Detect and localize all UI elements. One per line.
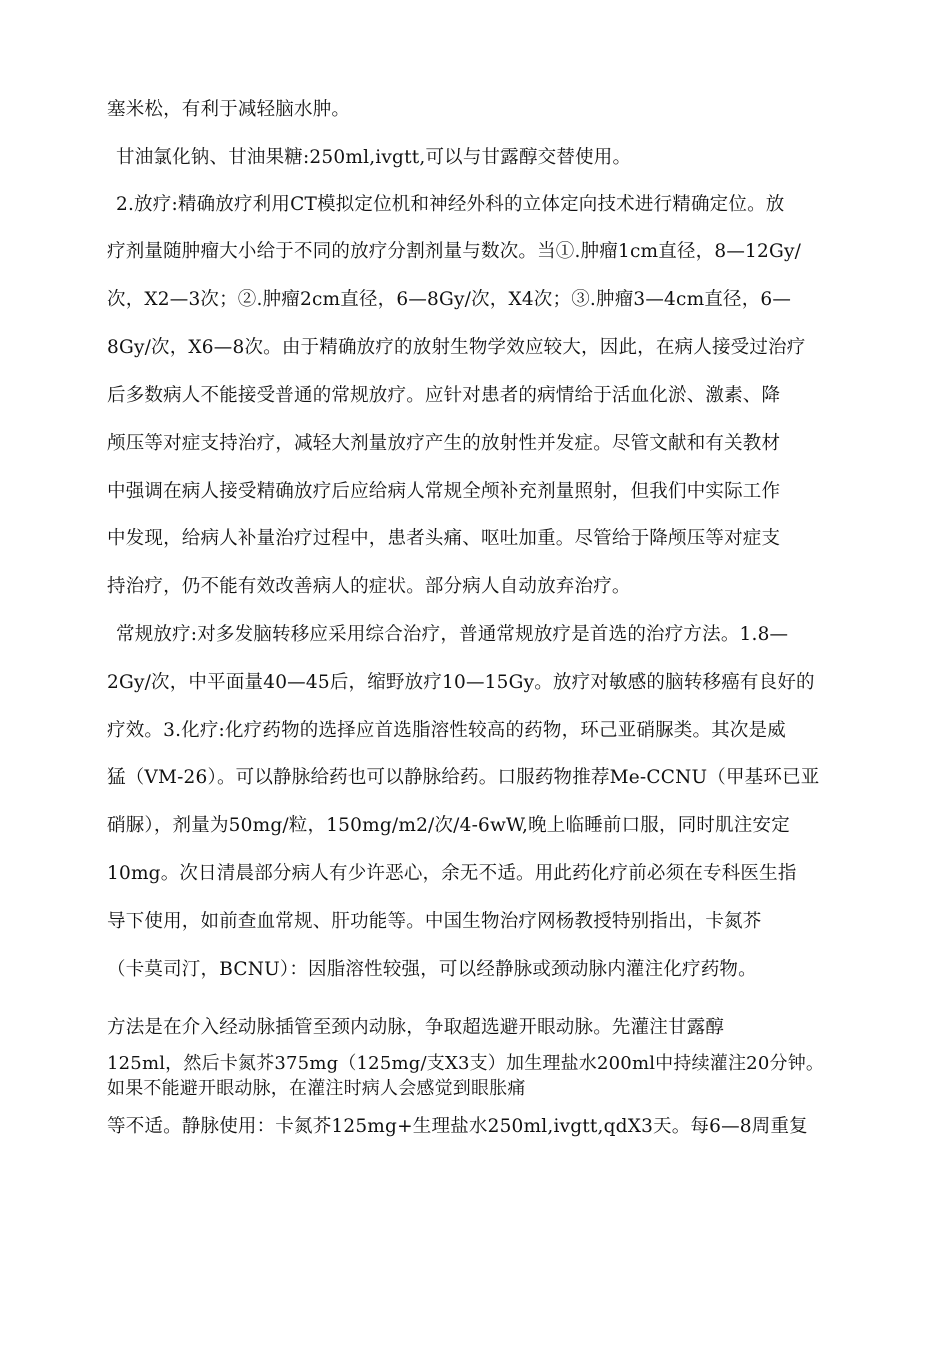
text-line: 导下使用，如前查血常规、肝功能等。中国生物治疗网杨教授特别指出，卡氮芥 xyxy=(107,911,762,932)
text-line: 如果不能避开眼动脉，在灌注时病人会感觉到眼胀痛 xyxy=(107,1078,526,1099)
text-line: 甘油氯化钠、甘油果糖:250ml,ivgtt,可以与甘露醇交替使用。 xyxy=(116,147,632,168)
text-line: 常规放疗:对多发脑转移应采用综合治疗，普通常规放疗是首选的治疗方法。1.8— xyxy=(116,624,789,645)
text-line: 次，X2—3次；②.肿瘤2cm直径，6—8Gy/次，X4次；③.肿瘤3—4cm直径，6— xyxy=(107,289,792,310)
text-line: 后多数病人不能接受普通的常规放疗。应针对患者的病情给于活血化淤、激素、降 xyxy=(107,385,781,406)
text-line: 10mg。次日清晨部分病人有少许恶心，余无不适。用此药化疗前必须在专科医生指 xyxy=(107,863,797,884)
text-line: 8Gy/次，X6—8次。由于精确放疗的放射生物学效应较大，因此，在病人接受过治疗 xyxy=(107,337,806,358)
text-line: 持治疗，仍不能有效改善病人的症状。部分病人自动放弃治疗。 xyxy=(107,576,631,597)
text-line: 方法是在介入经动脉插管至颈内动脉，争取超选避开眼动脉。先灌注甘露醇 xyxy=(107,1017,725,1038)
text-line: 疗效。3.化疗:化疗药物的选择应首选脂溶性较高的药物，环己亚硝脲类。其次是威 xyxy=(107,720,786,741)
text-line: 硝脲），剂量为50mg/粒，150mg/m2/次/4-6wW,晚上临睡前口服，同时肌注安定 xyxy=(107,815,790,836)
text-line: 中发现，给病人补量治疗过程中，患者头痛、呕吐加重。尽管给于降颅压等对症支 xyxy=(107,528,781,549)
text-line: 2Gy/次，中平面量40—45后，缩野放疗10—15Gy。放疗对敏感的脑转移癌有良好的 xyxy=(107,672,815,693)
text-line: 125ml，然后卡氮芥375mg（125mg/支X3支）加生理盐水200ml中持续灌注20分钟。 xyxy=(107,1053,825,1074)
text-line: 疗剂量随肿瘤大小给于不同的放疗分割剂量与数次。当①.肿瘤1cm直径，8—12Gy/ xyxy=(107,241,802,262)
text-line: 颅压等对症支持治疗，减轻大剂量放疗产生的放射性并发症。尽管文献和有关教材 xyxy=(107,433,781,454)
text-line: （卡莫司汀，BCNU）：因脂溶性较强，可以经静脉或颈动脉内灌注化疗药物。 xyxy=(107,959,757,980)
text-line: 猛（VM-26）。可以静脉给药也可以静脉给药。口服药物推荐Me-CCNU（甲基环已亚 xyxy=(107,767,820,788)
text-line: 等不适。静脉使用：卡氮芥125mg+生理盐水250ml,ivgtt,qdX3天。每6—8周重复 xyxy=(107,1116,808,1137)
text-line: 塞米松，有利于减轻脑水肿。 xyxy=(107,99,351,120)
text-line: 2.放疗:精确放疗利用CT模拟定位机和神经外科的立体定向技术进行精确定位。放 xyxy=(116,194,785,215)
text-line: 中强调在病人接受精确放疗后应给病人常规全颅补充剂量照射，但我们中实际工作 xyxy=(107,481,781,502)
